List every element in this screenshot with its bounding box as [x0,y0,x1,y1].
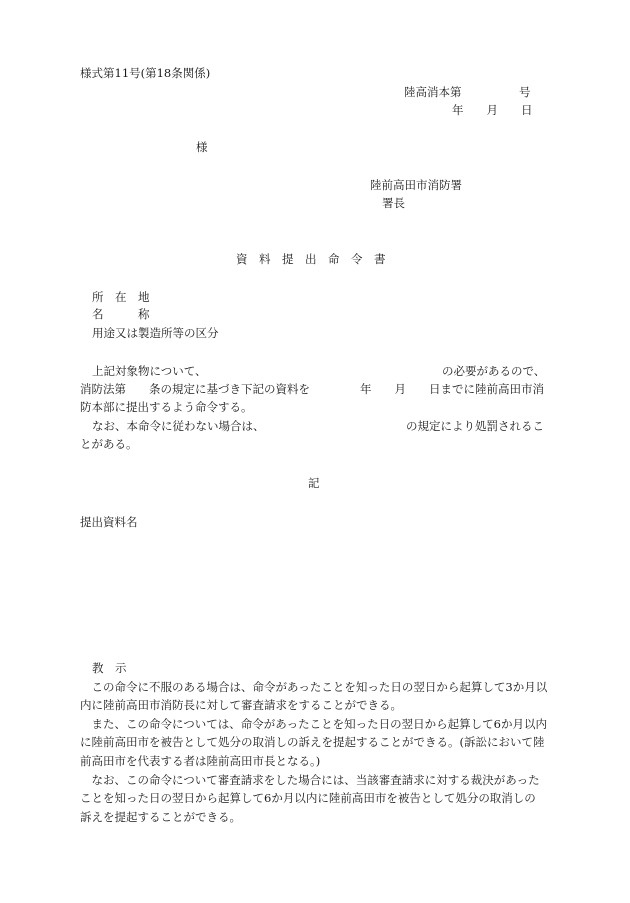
notice-line: 前高田市を代表する者は陸前高田市長となる。) [80,754,321,768]
materials-label: 提出資料名 [80,515,138,529]
ki-heading: 記 [308,476,320,490]
addressee-honorific: 様 [196,140,208,154]
notice-line: また、この命令については、命令があったことを知った日の翌日から起算して6か月以内 [80,717,547,731]
notice-heading: 教 示 [92,661,127,675]
notice-line: 内に陸前高田市消防長に対して審査請求をすることができる。 [80,698,402,712]
notice-line: この命令に不服のある場合は、命令があったことを知った日の翌日から起算して3か月以 [80,680,548,694]
body-text: なお、本命令に従わない場合は、 [92,419,265,433]
issue-date: 年 月 日 [452,103,533,117]
field-location-label: 所 在 地 [92,290,150,304]
notice-line: ことを知った日の翌日から起算して6か月以内に陸前高田市を被告として処分の取消しの [80,791,536,805]
notice-line: なお、この命令について審査請求をした場合には、当該審査請求に対する裁決があった [80,773,540,787]
issuer-organization: 陸前高田市消防署 [370,178,462,192]
form-number: 様式第11号(第18条関係) [80,66,211,80]
notice-line: 訴えを提起することができる。 [80,810,241,824]
body-text: 消防法第 条の規定に基づき下記の資料を [80,382,310,396]
document-title: 資 料 提 出 命 令 書 [236,252,386,266]
body-text: 防本部に提出するよう命令する。 [80,400,253,414]
issuer-title: 署長 [382,196,405,210]
notice-line: に陸前高田市を被告として処分の取消しの訴えを提起することができる。(訴訟において陸 [80,735,545,749]
body-text: 年 月 日までに陸前高田市消 [360,382,544,396]
body-text: の必要があるので、 [442,364,546,378]
field-usage-label: 用途又は製造所等の区分 [92,326,219,340]
document-number: 陸高消本第 号 [404,85,531,99]
field-name-label: 名 称 [92,307,150,321]
body-text: 上記対象物について、 [92,364,207,378]
body-text: とがある。 [80,437,138,451]
body-text: の規定により処罰されるこ [406,419,544,433]
